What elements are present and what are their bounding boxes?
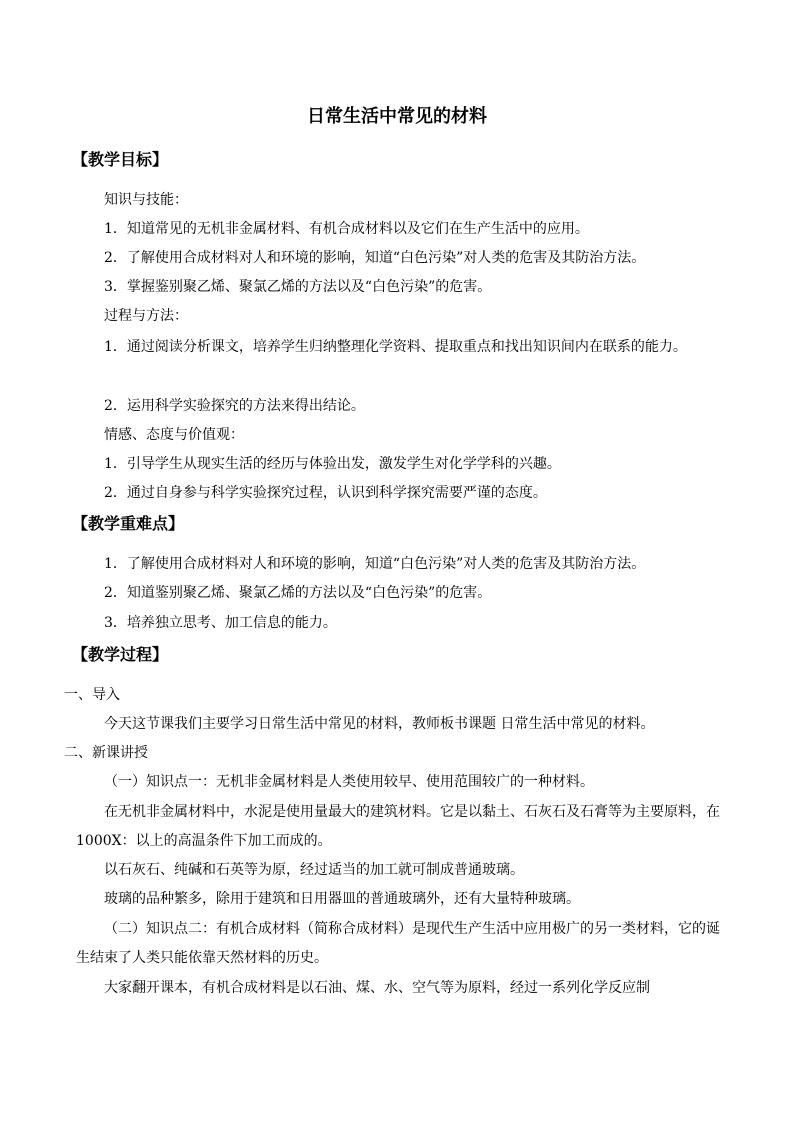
knowledge-point-1: （一）知识点一：无机非金属材料是人类使用较早、使用范围较广的一种材料。 [104,774,594,790]
key-point-3: 3．培养独立思考、加工信息的能力。 [104,615,337,631]
knowledge-item-3: 3．掌握鉴别聚乙烯、聚氯乙烯的方法以及“白色污染”的危害。 [104,279,492,295]
process-method-item-2: 2．运用科学实验探究的方法来得出结论。 [104,398,365,414]
process-method-label: 过程与方法： [104,308,188,324]
attitude-item-1: 1．引导学生从现实生活的经历与体验出发，激发学生对化学学科的兴趣。 [104,456,561,472]
new-lesson-label: 二、新课讲授 [64,745,148,761]
objectives-heading: 【教学目标】 [72,150,169,169]
knowledge-item-1: 1．知道常见的无机非金属材料、有机合成材料以及它们在生产生活中的应用。 [104,221,589,237]
knowledge-item-2: 2．了解使用合成材料对人和环境的影响，知道“白色污染”对人类的危害及其防治方法。 [104,250,646,266]
knowledge-point-2: （二）知识点二：有机合成材料（简称合成材料）是现代生产生活中应用极广的另一类材料，它的诞生结束了人类只能依靠天然材料的历史。 [76,921,720,966]
intro-text: 今天这节课我们主要学习日常生活中常见的材料，教师板书课题 日常生活中常见的材料。 [104,716,655,732]
process-method-item-1: 1．通过阅读分析课文，培养学生归纳整理化学资料、提取重点和找出知识间内在联系的能力。 [104,339,687,355]
document-title: 日常生活中常见的材料 [307,106,487,127]
process-heading: 【教学过程】 [72,645,169,664]
paragraph-glass-types: 玻璃的品种繁多，除用于建筑和日用器皿的普通玻璃外，还有大量特种玻璃。 [104,891,580,907]
paragraph-synthetic: 大家翻开课本，有机合成材料是以石油、煤、水、空气等为原料，经过一系列化学反应制 [104,980,650,996]
knowledge-label: 知识与技能： [104,192,188,208]
key-points-heading: 【教学重难点】 [72,514,185,533]
key-point-1: 1．了解使用合成材料对人和环境的影响，知道“白色污染”对人类的危害及其防治方法。 [104,556,646,572]
attitude-item-2: 2．通过自身参与科学实验探究过程，认识到科学探究需要严谨的态度。 [104,485,547,501]
paragraph-cement: 在无机非金属材料中，水泥是使用量最大的建筑材料。它是以黏土、石灰石及石膏等为主要原料，在 1000X：以上的高温条件下加工而成的。 [76,804,720,849]
intro-label: 一、导入 [64,687,120,703]
key-point-2: 2．知道鉴别聚乙烯、聚氯乙烯的方法以及“白色污染”的危害。 [104,585,492,601]
paragraph-glass-raw: 以石灰石、纯碱和石英等为原，经过适当的加工就可制成普通玻璃。 [104,862,524,878]
attitude-label: 情感、态度与价值观： [104,427,244,443]
